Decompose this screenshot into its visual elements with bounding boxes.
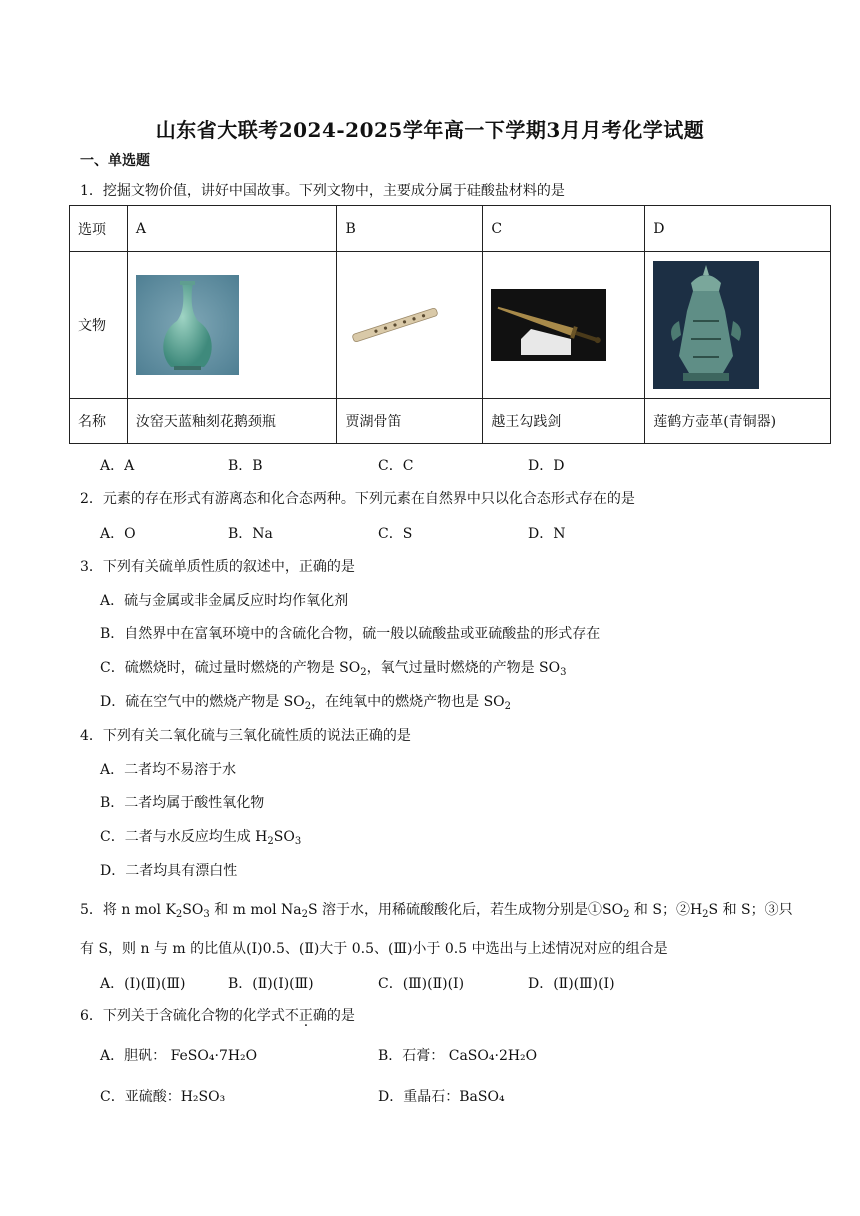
table-name-row (70, 399, 831, 444)
q2-option-d[interactable]: D．N (528, 526, 566, 542)
q2-option-c[interactable]: C．S (378, 526, 413, 542)
subscript: 2 (267, 836, 274, 847)
stem-text: 和 S；②H (629, 902, 703, 918)
question-5-stem-line2: 有 S，则 n 与 m 的比值从(Ⅰ)0.5、(Ⅱ)大于 0.5、(Ⅲ)小于 0.5 中选出与上述情况对应的组合是 (80, 941, 668, 957)
emphasized-text: 不正确 (284, 1008, 327, 1024)
q4-option-a[interactable]: A．二者均不易溶于水 (100, 762, 237, 778)
table-cell: 选项 (70, 206, 128, 252)
subscript: 2 (301, 909, 308, 920)
q2-option-b[interactable]: B．Na (228, 526, 273, 542)
subscript: 3 (294, 836, 302, 847)
q1-option-c[interactable]: C．C (378, 458, 414, 474)
question-5-stem-line1 (80, 899, 793, 920)
table-relic-row (70, 252, 831, 399)
option-text: B．石膏： (378, 1048, 445, 1064)
option-text: SO (273, 829, 295, 845)
section-heading: 一、单选题 (80, 153, 150, 169)
celadon-vase-image (136, 275, 239, 375)
subscript: 3 (560, 667, 567, 678)
q4-option-c[interactable] (100, 826, 301, 847)
bronze-vessel-image (653, 261, 759, 389)
stem-text: 的是 (326, 1008, 355, 1024)
q5-option-d[interactable]: D．(Ⅱ)(Ⅲ)(Ⅰ) (528, 976, 615, 992)
q6-option-a[interactable] (100, 1045, 257, 1065)
table-cell: 贾湖骨笛 (337, 399, 483, 444)
bronze-sword-image (491, 289, 606, 361)
subscript: 2 (175, 909, 183, 920)
option-text: C．二者与水反应均生成 H (100, 829, 268, 845)
q5-option-b[interactable]: B．(Ⅱ)(Ⅰ)(Ⅲ) (228, 976, 314, 992)
option-text: D．重晶石： (378, 1089, 460, 1105)
stem-text: S 和 S；③只 (708, 902, 793, 918)
stem-text: 6．下列关于含硫化合物的化学式 (80, 1008, 285, 1024)
question-4-stem: 4．下列有关二氧化硫与三氧化硫性质的说法正确的是 (80, 728, 411, 744)
question-1-stem: 1．挖掘文物价值，讲好中国故事。下列文物中，主要成分属于硅酸盐材料的是 (80, 183, 565, 199)
table-cell: D (645, 206, 831, 252)
subscript: 3 (203, 909, 210, 920)
formula: H₂SO₃ (180, 1089, 226, 1105)
subscript: 2 (623, 909, 630, 920)
q1-option-b[interactable]: B．B (228, 458, 263, 474)
q3-option-c[interactable] (100, 657, 567, 678)
q4-option-b[interactable]: B．二者均属于酸性氧化物 (100, 795, 265, 811)
subscript: 2 (702, 909, 709, 920)
stem-text: 5．将 n mol K (80, 902, 176, 918)
page-title: 山东省大联考2024-2025学年高一下学期3月月考化学试题 (155, 118, 705, 142)
q5-option-a[interactable]: A．(Ⅰ)(Ⅱ)(Ⅲ) (100, 976, 186, 992)
q6-option-c[interactable] (100, 1086, 225, 1106)
option-text: D．硫在空气中的燃烧产物是 SO (100, 694, 305, 710)
question-3-stem: 3．下列有关硫单质性质的叙述中，正确的是 (80, 559, 355, 575)
question-6-stem (80, 1005, 355, 1025)
formula: CaSO₄·2H₂O (448, 1048, 538, 1064)
question-2-stem: 2．元素的存在形式有游离态和化合态两种。下列元素在自然界中只以化合态形式存在的是 (80, 491, 635, 507)
table-cell: 汝窑天蓝釉刻花鹅颈瓶 (127, 399, 337, 444)
table-cell: C (483, 206, 645, 252)
option-text: A．胆矾： (100, 1048, 167, 1064)
option-text: ，在纯氧中的燃烧产物也是 SO (311, 694, 505, 710)
table-cell: 文物 (70, 252, 128, 399)
q3-option-d[interactable] (100, 691, 511, 712)
table-cell: 莲鹤方壶革(青铜器) (645, 399, 831, 444)
q6-option-b[interactable] (378, 1045, 537, 1065)
option-text: C．硫燃烧时，硫过量时燃烧的产物是 SO (100, 660, 361, 676)
option-text: C．亚硫酸： (100, 1089, 181, 1105)
subscript: 2 (304, 701, 312, 712)
stem-text: S 溶于水，用稀硫酸酸化后，若生成物分别是①SO (307, 902, 624, 918)
q4-option-d[interactable]: D．二者均具有漂白性 (100, 863, 238, 879)
q3-option-b[interactable]: B．自然界中在富氧环境中的含硫化合物，硫一般以硫酸盐或亚硫酸盐的形式存在 (100, 626, 601, 642)
table-cell: 越王勾践剑 (483, 399, 645, 444)
option-text: ，氧气过量时燃烧的产物是 SO (366, 660, 561, 676)
relics-table (69, 205, 831, 444)
subscript: 2 (360, 667, 367, 678)
table-cell: B (337, 206, 483, 252)
stem-text: 和 m mol Na (209, 902, 302, 918)
q1-option-d[interactable]: D．D (528, 458, 565, 474)
q2-option-a[interactable]: A．O (100, 526, 136, 542)
subscript: 2 (504, 701, 512, 712)
q1-option-a[interactable]: A．A (100, 458, 135, 474)
table-cell: A (127, 206, 337, 252)
stem-text: SO (182, 902, 204, 918)
bone-flute-image (345, 289, 445, 361)
q6-option-d[interactable] (378, 1086, 505, 1106)
formula: FeSO₄·7H₂O (170, 1048, 258, 1064)
table-cell: 名称 (70, 399, 128, 444)
table-header-row (70, 206, 831, 252)
q5-option-c[interactable]: C．(Ⅲ)(Ⅱ)(Ⅰ) (378, 976, 465, 992)
q3-option-a[interactable]: A．硫与金属或非金属反应时均作氧化剂 (100, 593, 349, 609)
formula: BaSO₄ (459, 1089, 505, 1105)
